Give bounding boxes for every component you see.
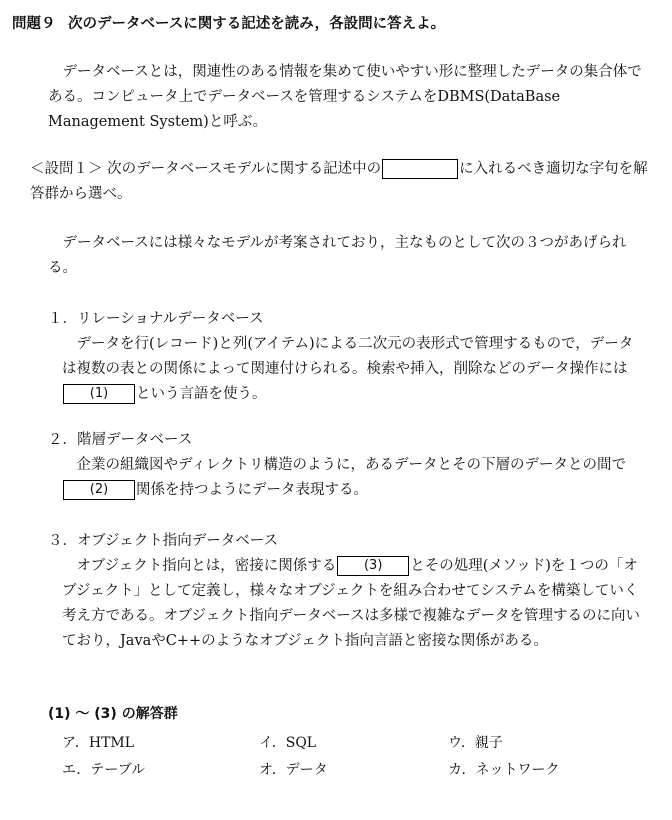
subquestion-1	[30, 157, 650, 207]
item-3-text-after: とその処理(メソッド)を１つの「オブジェクト」として定義し，様々なオブジェクトを組み合わせてシステムを構築していく考え方である。オブジェクト指向データベースは多様で複雑なデータを管理するのに向いており，JavaやC++のようなオブジェクト指向言語と密接な関係がある。	[62, 558, 640, 649]
answer-choice-e: エ．テーブル	[62, 762, 146, 778]
question-heading: 次のデータベースに関する記述を読み，各設問に答えよ。	[68, 16, 446, 32]
blank-3: (3)	[337, 556, 409, 576]
question-title	[12, 12, 445, 33]
subquestion-text-before: 次のデータベースモデルに関する記述中の	[107, 161, 382, 177]
item-3-body	[62, 554, 647, 654]
item-1-heading: １．リレーショナルデータベース	[48, 311, 264, 327]
answer-group-title: (1) ～ (3) の解答群	[48, 706, 178, 722]
item-2-text-before: 企業の組織図やディレクトリ構造のように，あるデータとその下層のデータとの間で	[76, 457, 627, 473]
blank-box	[382, 159, 458, 179]
answer-choice-ka: カ．ネットワーク	[448, 762, 560, 778]
item-3-text-before: オブジェクト指向とは，密接に関係する	[76, 558, 337, 574]
subquestion-label: ＜設問１＞	[30, 161, 103, 177]
item-2-heading: ２．階層データベース	[48, 432, 193, 448]
item-1-body	[62, 332, 647, 407]
answer-choice-o: オ．データ	[259, 762, 328, 778]
lead-paragraph: データベースには様々なモデルが考案されており，主なものとして次の３つがあげられる。	[48, 235, 627, 276]
answer-choice-a: ア．HTML	[62, 735, 135, 751]
item-2-text-after: 関係を持つようにデータ表現する。	[136, 482, 368, 498]
intro-paragraph: データベースとは，関連性のある情報を集めて使いやすい形に整理したデータの集合体である。コンピュータ上でデータベースを管理するシステムをDBMS(DataBase Management System)と呼ぶ。	[48, 64, 642, 130]
item-1-text-after: という言語を使う。	[136, 386, 267, 402]
blank-1: (1)	[63, 384, 135, 404]
subquestion-text-after: に入れるべき適切な字句を解答群から選べ。	[30, 161, 648, 202]
answer-choice-i: イ．SQL	[259, 735, 317, 751]
answer-choice-u: ウ．親子	[448, 735, 503, 751]
blank-2: (2)	[63, 480, 135, 500]
item-3-heading: ３．オブジェクト指向データベース	[48, 533, 278, 549]
item-1-text-before: データを行(レコード)と列(アイテム)による二次元の表形式で管理するもので，データは複数の表との関係によって関連付けられる。検索や挿入，削除などのデータ操作には	[62, 336, 634, 377]
item-2-body	[62, 453, 647, 503]
question-number: 問題９	[12, 16, 56, 32]
